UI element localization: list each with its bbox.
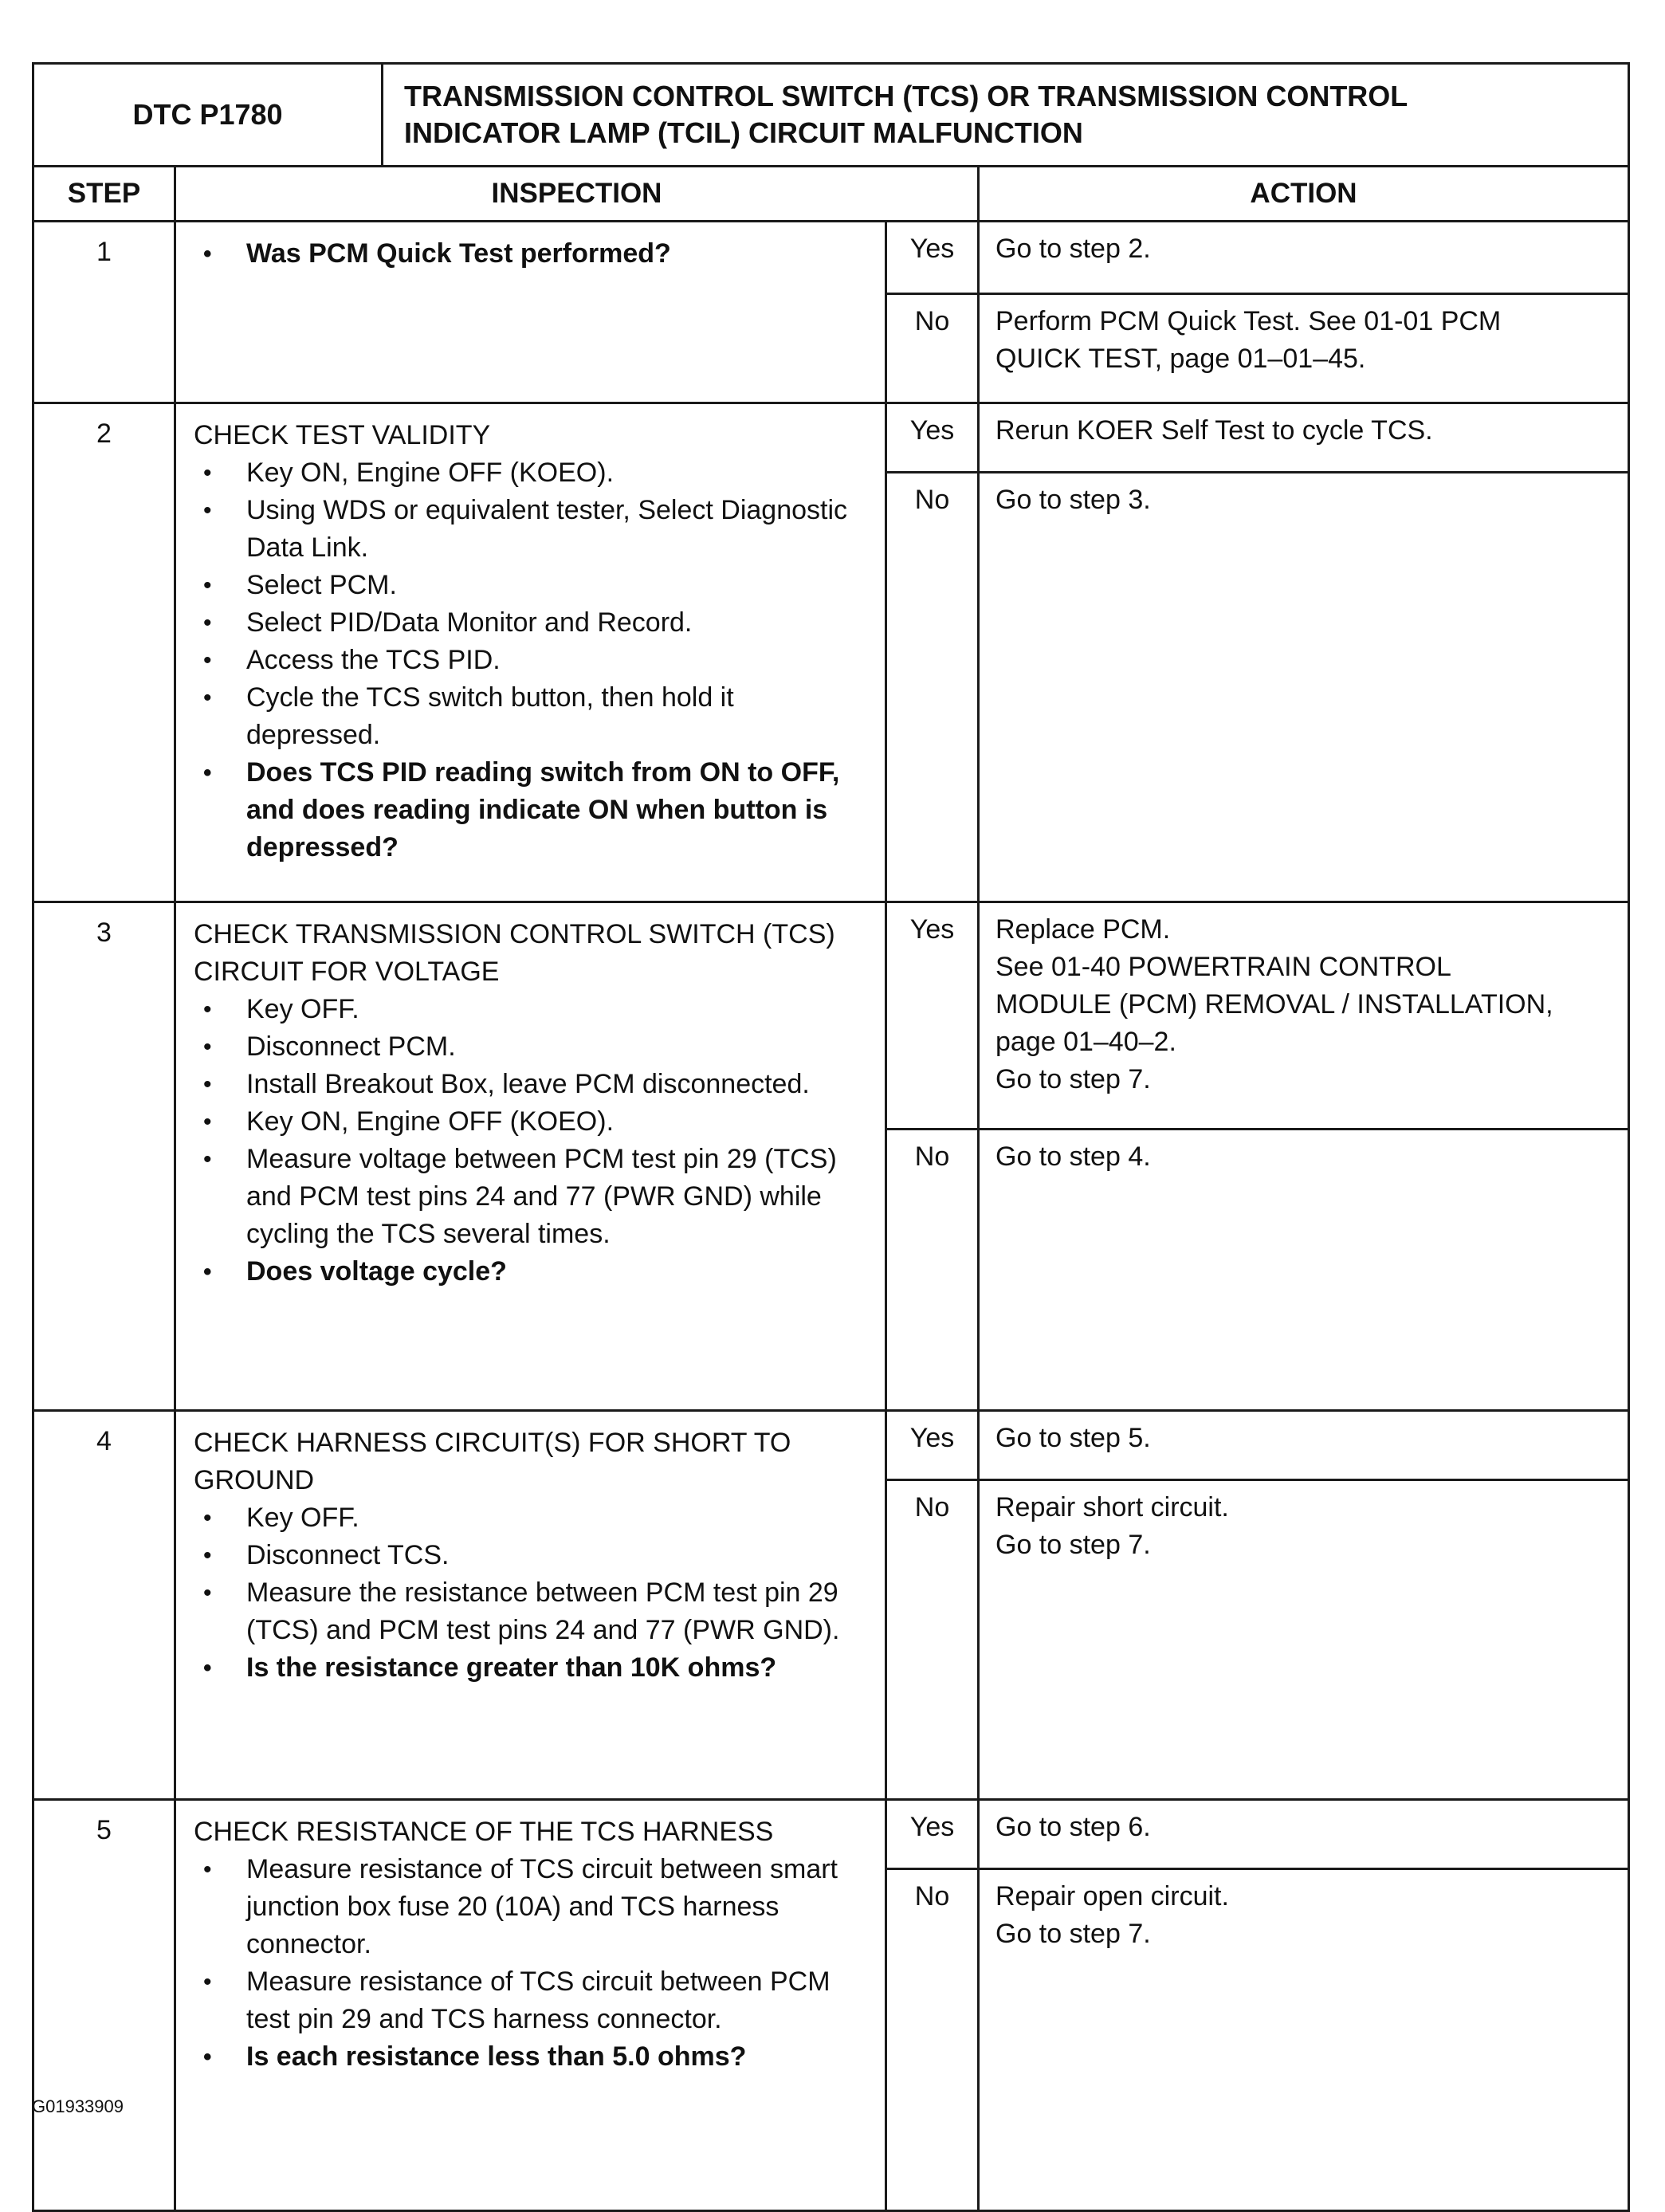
inspection-item: • Key ON, Engine OFF (KOEO). xyxy=(194,454,874,492)
response-no: No xyxy=(886,1130,979,1411)
inspection-list xyxy=(194,1851,874,2076)
action-line: page 01–40–2. xyxy=(995,1027,1176,1057)
inspection-item: • Disconnect PCM. xyxy=(194,1028,874,1066)
column-header-action: ACTION xyxy=(979,167,1629,222)
step-number: 1 xyxy=(33,222,175,403)
response-yes: Yes xyxy=(886,403,979,473)
action-line: Perform PCM Quick Test. See 01-01 PCM xyxy=(995,306,1502,336)
step-row xyxy=(33,403,1629,473)
inspection-item: • Install Breakout Box, leave PCM disconnected. xyxy=(194,1066,874,1103)
dtc-title-line-2: INDICATOR LAMP (TCIL) CIRCUIT MALFUNCTION xyxy=(404,116,1083,149)
header-row xyxy=(33,64,1629,167)
action-line: Replace PCM. xyxy=(995,914,1171,945)
inspection-cell xyxy=(175,902,886,1411)
inspection-item: • Disconnect TCS. xyxy=(194,1537,874,1574)
inspection-question: • Is the resistance greater than 10K ohms? xyxy=(194,1649,874,1687)
action-line: Go to step 4. xyxy=(995,1141,1151,1172)
inspection-list xyxy=(194,235,874,273)
action-line: Rerun KOER Self Test to cycle TCS. xyxy=(995,415,1433,446)
inspection-question: • Does TCS PID reading switch from ON to OFF, and does reading indicate ON when button is depressed? xyxy=(194,754,874,866)
action-line: MODULE (PCM) REMOVAL / INSTALLATION, xyxy=(995,989,1553,1020)
inspection-item: • Access the TCS PID. xyxy=(194,642,874,679)
action-line: See 01-40 POWERTRAIN CONTROL xyxy=(995,952,1451,982)
column-header-step: STEP xyxy=(33,167,175,222)
action-line: Go to step 7. xyxy=(995,1530,1151,1560)
step-row xyxy=(33,902,1629,1130)
action-cell xyxy=(979,1800,1629,1869)
action-cell xyxy=(979,473,1629,902)
action-cell xyxy=(979,902,1629,1130)
inspection-cell xyxy=(175,403,886,902)
response-yes: Yes xyxy=(886,902,979,1130)
action-cell xyxy=(979,1411,1629,1480)
action-cell xyxy=(979,294,1629,403)
action-line: Go to step 7. xyxy=(995,1064,1151,1094)
inspection-item: • Select PCM. xyxy=(194,567,874,604)
step-number: 2 xyxy=(33,403,175,902)
response-no: No xyxy=(886,294,979,403)
dtc-title-line-1: TRANSMISSION CONTROL SWITCH (TCS) OR TRANSMISSION CONTROL xyxy=(404,80,1408,112)
inspection-item: • Measure resistance of TCS circuit between PCM test pin 29 and TCS harness connector. xyxy=(194,1963,874,2038)
inspection-title: CHECK HARNESS CIRCUIT(S) FOR SHORT TO GROUND xyxy=(194,1428,791,1495)
response-no: No xyxy=(886,1480,979,1800)
action-line: Go to step 5. xyxy=(995,1423,1151,1453)
inspection-cell xyxy=(175,1411,886,1800)
response-no: No xyxy=(886,1869,979,2211)
action-line: Repair open circuit. xyxy=(995,1881,1229,1911)
action-cell xyxy=(979,222,1629,294)
action-line: Repair short circuit. xyxy=(995,1492,1229,1522)
inspection-question: • Is each resistance less than 5.0 ohms? xyxy=(194,2038,874,2076)
action-cell xyxy=(979,1869,1629,2211)
inspection-list xyxy=(194,454,874,866)
step-row xyxy=(33,1411,1629,1480)
step-row xyxy=(33,222,1629,294)
inspection-title: CHECK RESISTANCE OF THE TCS HARNESS xyxy=(194,1817,774,1847)
step-number: 5 xyxy=(33,1800,175,2211)
step-row xyxy=(33,1800,1629,1869)
response-yes: Yes xyxy=(886,1800,979,1869)
inspection-title: CHECK TEST VALIDITY xyxy=(194,420,491,450)
response-yes: Yes xyxy=(886,1411,979,1480)
inspection-item: • Measure voltage between PCM test pin 29 (TCS) and PCM test pins 24 and 77 (PWR GND) while cycling the TCS several times. xyxy=(194,1141,874,1253)
inspection-cell xyxy=(175,1800,886,2211)
action-cell xyxy=(979,1480,1629,1800)
step-number: 3 xyxy=(33,902,175,1411)
inspection-item: • Key OFF. xyxy=(194,1499,874,1537)
action-line: QUICK TEST, page 01–01–45. xyxy=(995,344,1366,374)
inspection-question: • Was PCM Quick Test performed? xyxy=(194,235,874,273)
action-line: Go to step 3. xyxy=(995,485,1151,515)
inspection-item: • Using WDS or equivalent tester, Select Diagnostic Data Link. xyxy=(194,492,874,567)
inspection-title: CHECK TRANSMISSION CONTROL SWITCH (TCS) CIRCUIT FOR VOLTAGE xyxy=(194,919,835,987)
step-number: 4 xyxy=(33,1411,175,1800)
action-cell xyxy=(979,1130,1629,1411)
dtc-code: DTC P1780 xyxy=(33,64,383,167)
inspection-question: • Does voltage cycle? xyxy=(194,1253,874,1291)
action-line: Go to step 6. xyxy=(995,1812,1151,1842)
inspection-item: • Cycle the TCS switch button, then hold it depressed. xyxy=(194,679,874,754)
inspection-cell xyxy=(175,222,886,403)
diagnostic-table xyxy=(32,62,1630,2212)
inspection-item: • Key ON, Engine OFF (KOEO). xyxy=(194,1103,874,1141)
response-yes: Yes xyxy=(886,222,979,294)
inspection-item: • Measure the resistance between PCM test pin 29 (TCS) and PCM test pins 24 and 77 (PWR GND). xyxy=(194,1574,874,1649)
response-no: No xyxy=(886,473,979,902)
figure-id: G01933909 xyxy=(32,2096,124,2116)
inspection-item: • Select PID/Data Monitor and Record. xyxy=(194,604,874,642)
action-cell xyxy=(979,403,1629,473)
column-header-row xyxy=(33,167,1629,222)
inspection-list xyxy=(194,991,874,1291)
column-header-inspection: INSPECTION xyxy=(175,167,979,222)
dtc-title xyxy=(383,64,1629,167)
diagnostic-document xyxy=(32,62,1628,2212)
inspection-item: • Key OFF. xyxy=(194,991,874,1028)
action-line: Go to step 2. xyxy=(995,234,1151,264)
action-line: Go to step 7. xyxy=(995,1919,1151,1949)
inspection-item: • Measure resistance of TCS circuit between smart junction box fuse 20 (10A) and TCS harness connector. xyxy=(194,1851,874,1963)
inspection-list xyxy=(194,1499,874,1687)
